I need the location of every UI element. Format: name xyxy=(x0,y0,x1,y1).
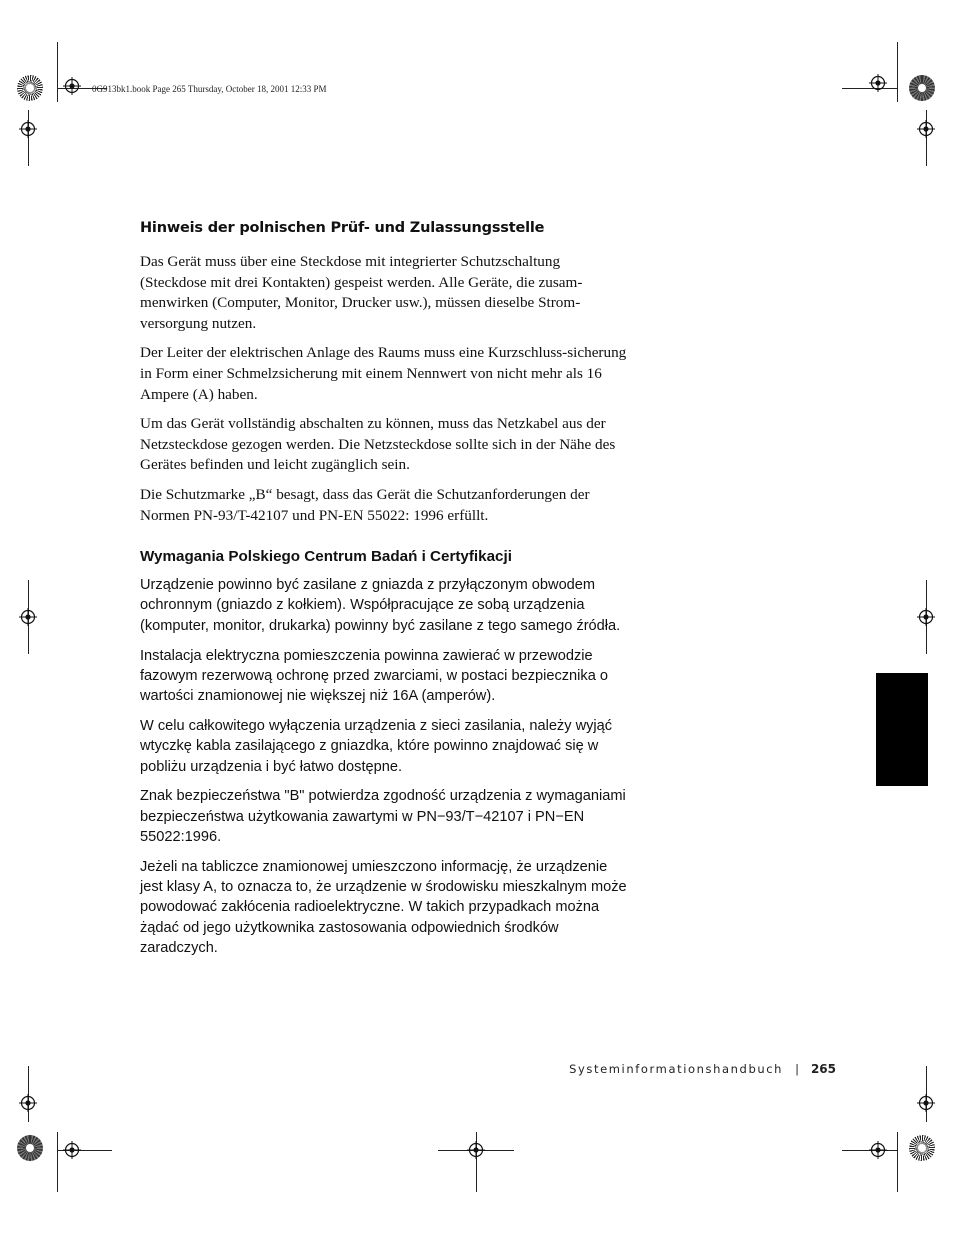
polish-section-heading: Wymagania Polskiego Centrum Badań i Certyfikacji xyxy=(140,548,512,566)
german-section-heading: Hinweis der polnischen Prüf- und Zulassungsstelle xyxy=(140,220,545,236)
page-body xyxy=(140,220,630,968)
print-slug: 0G913bk1.book Page 265 Thursday, October 18, 2001 12:33 PM xyxy=(92,84,327,94)
registration-mark-icon xyxy=(19,608,37,626)
polish-paragraph: W celu całkowitego wyłączenia urządzenia z sieci zasilania, należy wyjąć wtyczkę kabla zasilającego z gniazdka, które powinno znajdować się w pobliżu urządzenia i być łatwo dostępne. xyxy=(140,717,613,775)
crop-line xyxy=(28,110,29,166)
starburst-target-icon xyxy=(909,75,935,101)
registration-mark-icon xyxy=(917,1094,935,1112)
registration-mark-icon xyxy=(19,120,37,138)
crop-line xyxy=(57,1132,58,1192)
german-paragraph: Der Leiter der elektrischen Anlage des Raums muss eine Kurzschluss-sicherung in Form einer Schmelzsicherung mit einem Nennwert von nicht mehr als 16 Ampere (A) haben. xyxy=(140,344,627,403)
crop-line xyxy=(57,42,58,102)
starburst-target-icon xyxy=(909,1135,935,1161)
polish-paragraph: Urządzenie powinno być zasilane z gniazda z przyłączonym obwodem ochronnym (gniazdo z kołkiem). Współpracujące ze sobą urządzenia (komputer, monitor, drukarka) powinny być zasilane z tego samego źródła. xyxy=(140,577,621,634)
registration-mark-icon xyxy=(467,1141,485,1159)
footer-separator: | xyxy=(795,1062,799,1076)
registration-mark-icon xyxy=(19,1094,37,1112)
polish-paragraph: Znak bezpieczeństwa "B" potwierdza zgodność urządzenia z wymaganiami bezpieczeństwa użytkowania zawartymi w PN−93/T−42107 i PN−EN 55022:1996. xyxy=(140,788,626,845)
page-number: 265 xyxy=(810,1062,836,1076)
book-title: Systeminformationshandbuch xyxy=(569,1062,784,1076)
crop-line xyxy=(926,110,927,166)
section-thumb-tab xyxy=(876,673,928,786)
starburst-target-icon xyxy=(17,1135,43,1161)
registration-mark-icon xyxy=(869,1141,887,1159)
page-footer xyxy=(569,1062,836,1076)
crop-line xyxy=(897,42,898,102)
starburst-target-icon xyxy=(17,75,43,101)
german-paragraph: Das Gerät muss über eine Steckdose mit integrierter Schutzschaltung (Steckdose mit drei Kontakten) gespeist werden. Alle Geräte, die zusam-menwirken (Computer, Monitor, Drucker usw.), müssen dieselbe Strom-versorgung nutzen. xyxy=(140,253,583,332)
polish-paragraph: Jeżeli na tabliczce znamionowej umieszczono informację, że urządzenie jest klasy A, to oznacza to, że urządzenie w środowisku mieszkalnym może powodować zakłócenia radioelektryczne. W takich przypadkach można żądać od jego użytkownika zastosowania odpowiednich środków zaradczych. xyxy=(140,858,627,956)
registration-mark-icon xyxy=(63,77,81,95)
registration-mark-icon xyxy=(917,120,935,138)
registration-mark-icon xyxy=(917,608,935,626)
registration-mark-icon xyxy=(63,1141,81,1159)
polish-paragraph: Instalacja elektryczna pomieszczenia powinna zawierać w przewodzie fazowym rezerwową ochronę przed zwarciami, w postaci bezpiecznika o wartości znamionowej nie większej niż 16A (amperów). xyxy=(140,647,609,705)
german-paragraph: Die Schutzmarke „B“ besagt, dass das Gerät die Schutzanforderungen der Normen PN-93/T-42107 und PN-EN 55022: 1996 erfüllt. xyxy=(140,485,590,524)
crop-line xyxy=(897,1132,898,1192)
registration-mark-icon xyxy=(869,74,887,92)
german-paragraph: Um das Gerät vollständig abschalten zu können, muss das Netzkabel aus der Netzsteckdose gezogen werden. Die Netzsteckdose sollte sich in der Nähe des Gerätes befinden und leicht zugänglich sein. xyxy=(140,415,616,474)
